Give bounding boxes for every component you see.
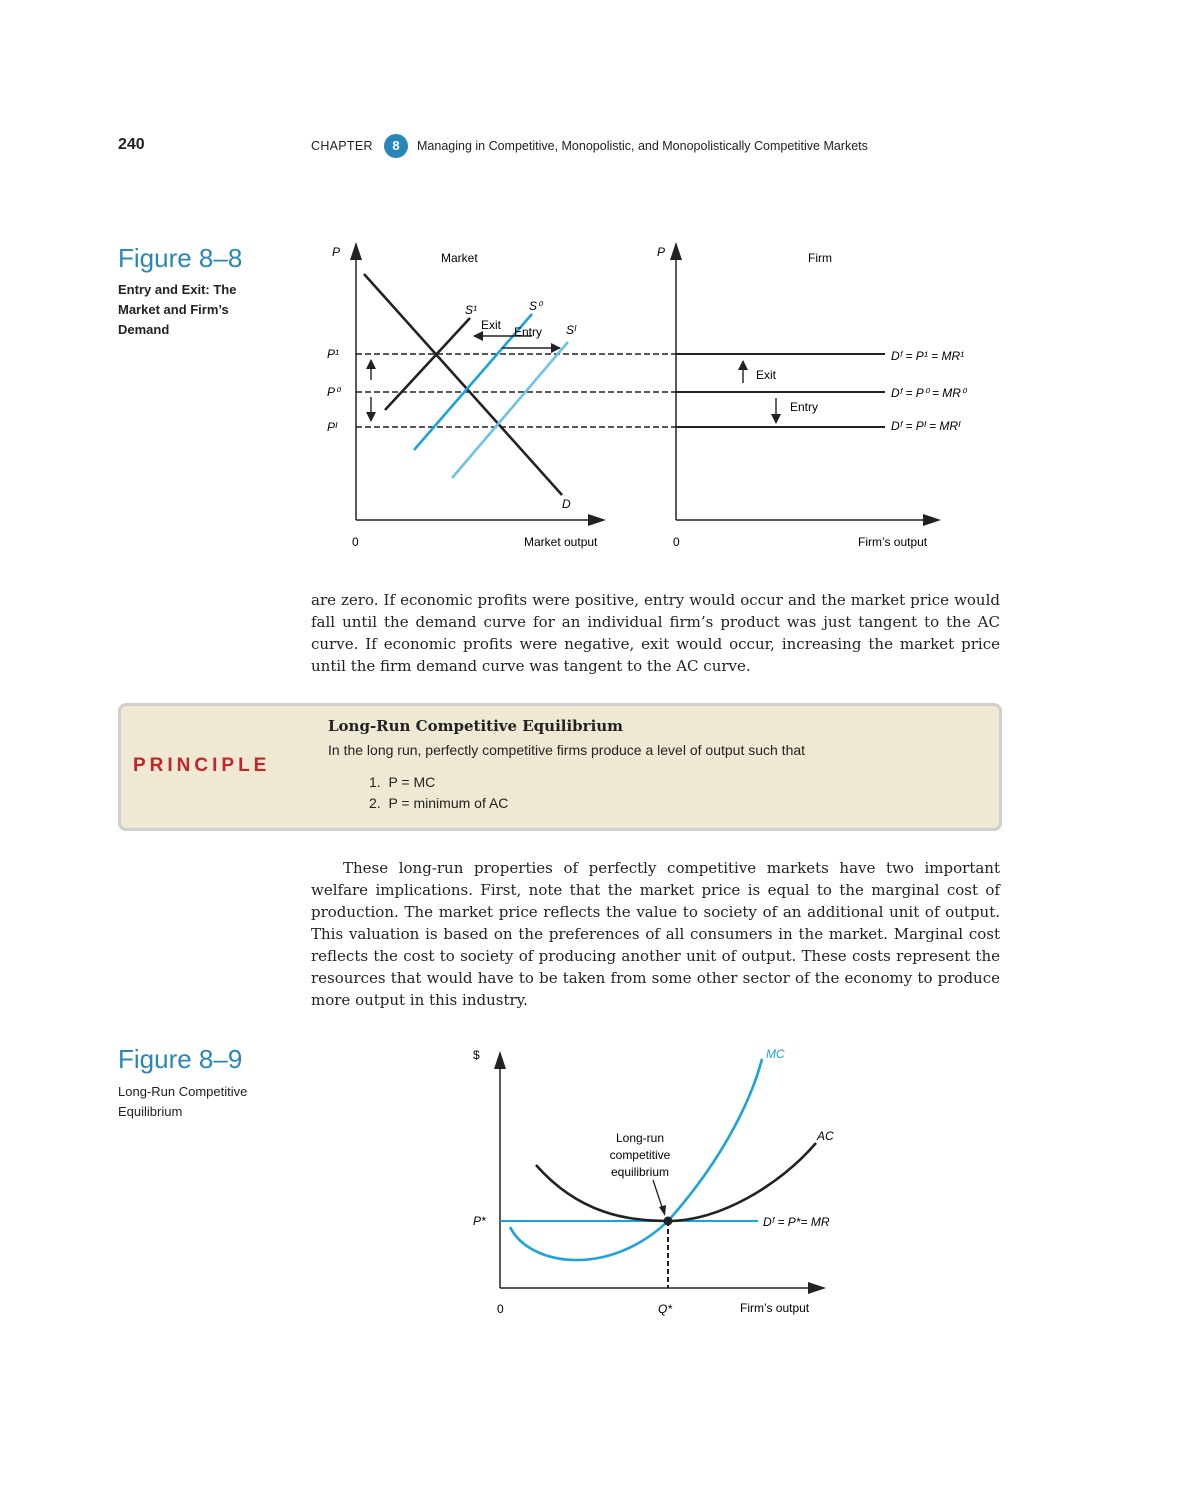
figure-8-9-number: Figure 8–9 bbox=[118, 1044, 243, 1074]
fig9-origin: 0 bbox=[497, 1302, 504, 1316]
market-entry-label: Entry bbox=[514, 325, 543, 339]
chapter-title: Managing in Competitive, Monopolistic, and Monopolistically Competitive Markets bbox=[417, 139, 868, 153]
annotation-line-3: equilibrium bbox=[610, 1165, 670, 1179]
firm-entry-label: Entry bbox=[790, 400, 819, 414]
fig9-y-label: $ bbox=[473, 1048, 480, 1062]
principle-item-2: 2. P = minimum of AC bbox=[369, 795, 509, 811]
fig9-price-label: P* bbox=[473, 1214, 486, 1228]
market-price-label-0: P⁰ bbox=[327, 385, 340, 399]
firm-demand-label-i: Dᶠ = Pᴵ = MRᴵ bbox=[891, 419, 961, 433]
supply-curve-si bbox=[452, 342, 568, 478]
figure-8-9-caption: Long-Run Competitive Equilibrium bbox=[118, 1084, 248, 1119]
annotation-line-2: competitive bbox=[609, 1148, 671, 1162]
firm-origin: 0 bbox=[673, 535, 680, 549]
market-x-arrow bbox=[588, 514, 606, 526]
paragraph-2: These long-run properties of perfectly competitive markets have two important welfare implications. First, note that the market price is equal to the marginal cost of production. The market price reflects the value to society of an additional unit of output. This valuation is based on the preferences of all consumers in the market. Marginal cost reflects the cost to society of producing another unit of output. These costs represent the resources that would have to be taken from some other sector of the economy to produce more output in this industry. bbox=[311, 859, 1000, 1009]
firm-title: Firm bbox=[808, 251, 832, 265]
firm-y-label: P bbox=[657, 245, 666, 259]
market-title: Market bbox=[441, 251, 478, 265]
annotation-line-1: Long-run bbox=[615, 1131, 665, 1145]
fig9-x-label: Firm’s output bbox=[740, 1301, 810, 1315]
fig9-y-arrow bbox=[494, 1051, 506, 1069]
mc-label: MC bbox=[766, 1047, 785, 1061]
firm-demand-label-0: Dᶠ = P⁰ = MR⁰ bbox=[891, 386, 966, 400]
principle-text: In the long run, perfectly competitive firms produce a level of output such that bbox=[328, 742, 806, 758]
page-number: 240 bbox=[118, 136, 145, 153]
ac-label: AC bbox=[817, 1129, 834, 1143]
firm-demand-label-1: Dᶠ = P¹ = MR¹ bbox=[891, 349, 965, 363]
market-y-arrow bbox=[350, 242, 362, 260]
market-exit-label: Exit bbox=[481, 318, 502, 332]
market-y-label: P bbox=[332, 245, 341, 259]
firm-x-arrow bbox=[923, 514, 941, 526]
fig9-x-arrow bbox=[808, 1282, 826, 1294]
principle-title: Long-Run Competitive Equilibrium bbox=[328, 717, 624, 735]
fig9-demand-label: Dᶠ = P*= MR bbox=[763, 1215, 830, 1229]
d-label: D bbox=[562, 497, 571, 511]
market-price-label-i: Pᴵ bbox=[327, 420, 337, 434]
market-price-label-1: P¹ bbox=[327, 347, 339, 361]
s0-label: S⁰ bbox=[529, 299, 542, 313]
paragraph-1: are zero. If economic profits were positive, entry would occur and the market price would fall until the demand curve for an individual firm’s product was just tangent to the AC curve. If economic profits were negative, exit would occur, increasing the market price until the firm demand curve was tangent to the AC curve. bbox=[311, 591, 1000, 675]
principle-item-1: 1. P = MC bbox=[369, 774, 436, 790]
supply-curve-s1 bbox=[385, 318, 470, 410]
chapter-number-badge: 8 bbox=[384, 134, 408, 158]
figure-8-8-graph bbox=[300, 230, 980, 560]
s1-label: S¹ bbox=[465, 303, 477, 317]
annotation-pointer-head bbox=[659, 1205, 666, 1216]
firm-x-label: Firm’s output bbox=[858, 535, 928, 549]
firm-y-arrow bbox=[670, 242, 682, 260]
chapter-label: CHAPTER bbox=[311, 139, 373, 153]
figure-8-9-graph bbox=[460, 1035, 880, 1325]
fig9-q-label: Q* bbox=[658, 1302, 673, 1316]
figure-8-8-caption: Entry and Exit: The Market and Firm’s Demand bbox=[118, 282, 237, 337]
firm-exit-label: Exit bbox=[756, 368, 777, 382]
market-origin: 0 bbox=[352, 535, 359, 549]
principle-label: PRINCIPLE bbox=[133, 755, 271, 776]
market-x-label: Market output bbox=[524, 535, 598, 549]
ac-curve bbox=[536, 1143, 816, 1221]
si-label: Sᴵ bbox=[566, 323, 576, 337]
figure-8-8-number: Figure 8–8 bbox=[118, 243, 243, 273]
equilibrium-point bbox=[664, 1217, 673, 1226]
